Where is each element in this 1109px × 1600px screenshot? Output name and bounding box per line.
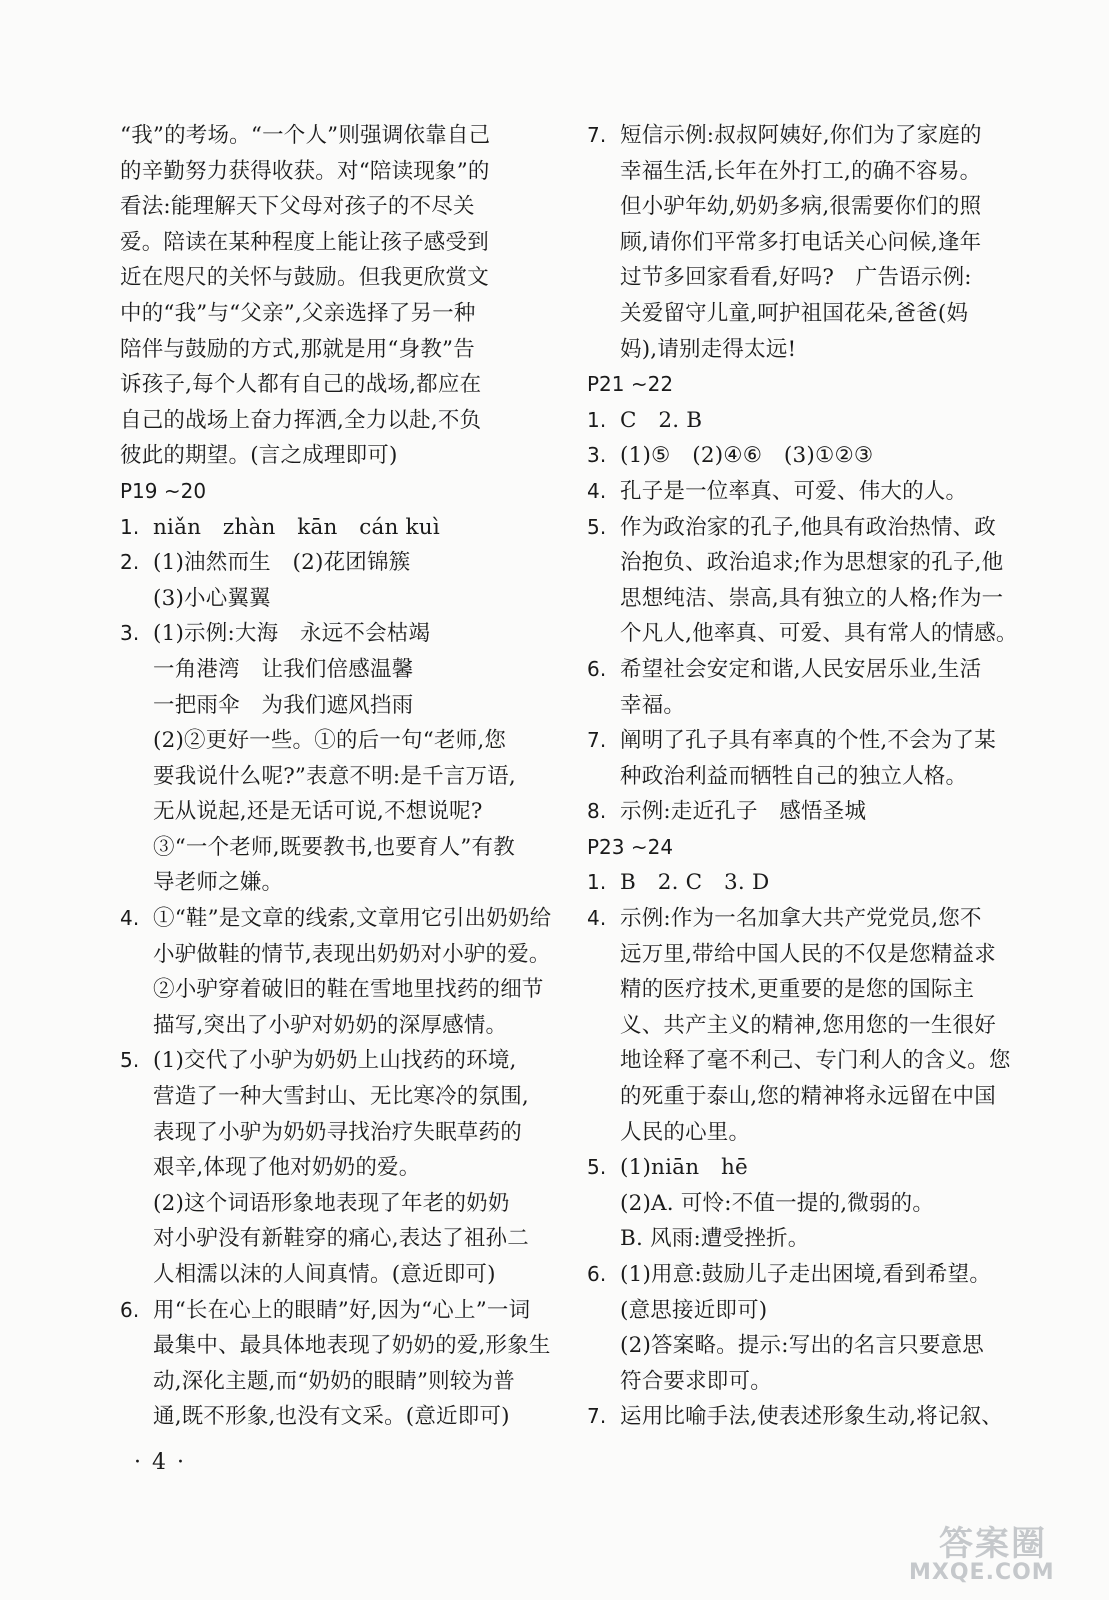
answer-line [587,1043,1027,1079]
answer-text: 的死重于泰山,您的精神将永远留在中国 [620,1084,996,1110]
answer-text: 导老师之嫌。 [153,870,284,896]
answer-line [120,901,560,937]
answer-text: 一角港湾 让我们倍感温馨 [153,656,414,682]
answer-text: 远万里,带给中国人民的不仅是您精益求 [620,941,996,967]
answer-text: (1)交代了小驴为奶奶上山找药的环境, [153,1048,517,1074]
answer-text: 表现了小驴为奶奶寻找治疗失眠草药的 [153,1119,522,1145]
answer-text: “我”的考场。“一个人”则强调依靠自己 [120,123,491,148]
answer-text: (2)A. 可怜:不值一提的,微弱的。 [620,1190,935,1216]
answer-text: 顾,请你们平常多打电话关心问候,逢年 [620,229,982,255]
question-number: 3. [587,443,607,468]
answer-line [120,225,560,261]
answer-text: 无从说起,还是无话可说,不想说呢? [153,799,483,825]
answer-text: 作为政治家的孔子,他具有政治热情、政 [620,514,996,540]
answer-line [587,154,1027,190]
answer-line [587,260,1027,296]
section-heading [587,367,1027,403]
answer-line [587,937,1027,973]
watermark-top-text: 答案圈 [939,1524,1047,1564]
answer-text: (1)⑤ (2)④⑥ (3)①②③ [620,443,874,469]
answer-line [587,759,1027,795]
answer-line [120,1328,560,1364]
answer-text: (3)小心翼翼 [153,585,271,611]
answer-line [120,652,560,688]
answer-text: 但小驴年幼,奶奶多病,很需要你们的照 [620,194,982,220]
answer-line [120,403,560,439]
answer-line [120,616,560,652]
section-heading [120,474,560,510]
question-number: 3. [120,621,140,646]
answer-line [587,1079,1027,1115]
answer-line [120,759,560,795]
answer-text: 用“长在心上的眼睛”好,因为“心上”一词 [153,1297,531,1323]
answer-text: 种政治利益而牺牲自己的独立人格。 [620,763,968,789]
question-number: 5. [587,1155,607,1180]
question-number: 5. [120,1048,140,1073]
answer-line [120,118,560,154]
answer-line [587,1399,1027,1435]
watermark-logo [909,1516,1099,1586]
question-number: 1. [120,514,140,539]
question-number: 8. [587,799,607,824]
answer-text: 描写,突出了小驴对奶奶的深厚感情。 [153,1012,508,1038]
answer-line [120,154,560,190]
answer-line [120,937,560,973]
answer-line [120,332,560,368]
section-heading [587,830,1027,866]
answer-text: 对小驴没有新鞋穿的痛心,表达了祖孙二 [153,1226,529,1252]
answer-line [587,1221,1027,1257]
answer-line [120,296,560,332]
answer-text: 陪伴与鼓励的方式,那就是用“身教”告 [120,336,475,362]
page-number: · 4 · [134,1450,186,1475]
answer-text: 思想纯洁、崇高,具有独立的人格;作为一 [620,585,1004,611]
question-number: 4. [587,478,607,503]
answer-line [587,794,1027,830]
answer-line [120,367,560,403]
answer-line [120,510,560,546]
answer-line [587,438,1027,474]
answer-line [587,403,1027,439]
answer-line [120,1257,560,1293]
section-heading-text: P21 ~22 [587,372,674,397]
answer-line [587,652,1027,688]
watermark-bottom-text: MXQE.COM [909,1560,1055,1585]
answer-text: 人相濡以沫的人间真情。(意近即可) [153,1262,496,1287]
answer-line [587,581,1027,617]
answer-text: 幸福。 [620,692,686,718]
answer-text: 爱。陪读在某种程度上能让孩子感受到 [120,229,489,255]
answer-text: 希望社会安定和谐,人民安居乐业,生活 [620,656,982,682]
answer-text: ③“一个老师,既要教书,也要育人”有教 [153,834,515,860]
answer-text: 动,深化主题,而“奶奶的眼睛”则较为普 [153,1368,515,1394]
answer-line [587,1257,1027,1293]
answer-line [587,225,1027,261]
answer-text: 一把雨伞 为我们遮风挡雨 [153,692,414,718]
answer-text: 关爱留守儿童,呵护祖国花朵,爸爸(妈 [620,300,969,326]
answer-line [587,1008,1027,1044]
answer-text: 通,既不形象,也没有文采。(意近即可) [153,1404,510,1430]
answer-line [587,1186,1027,1222]
answer-text: 阐明了孔子具有率真的个性,不会为了某 [620,728,996,754]
answer-text: (2)答案略。提示:写出的名言只要意思 [620,1333,985,1359]
question-number: 4. [587,906,607,931]
question-number: 7. [587,123,607,147]
answer-line [587,510,1027,546]
answer-line [120,189,560,225]
answer-text: 治抱负、政治追求;作为思想家的孔子,他 [620,550,1004,576]
answer-text: niǎn zhàn kān cán kuì [153,514,440,540]
answer-line [120,723,560,759]
answer-text: ①“鞋”是文章的线索,文章用它引出奶奶给 [153,906,552,932]
answer-line [587,688,1027,724]
answer-text: 个凡人,他率真、可爱、具有常人的情感。 [620,621,1018,647]
answer-line [587,545,1027,581]
answer-line [587,723,1027,759]
answer-text: (1)用意:鼓励儿子走出困境,看到希望。 [620,1262,992,1287]
answer-text: (1)示例:大海 永远不会枯竭 [153,621,431,647]
answer-text: 最集中、最具体地表现了奶奶的爱,形象生 [153,1333,551,1359]
right-column [587,118,1027,1435]
answer-text: (2)这个词语形象地表现了年老的奶奶 [153,1190,510,1216]
answer-line [587,1364,1027,1400]
answer-line [587,972,1027,1008]
answer-line [120,794,560,830]
answer-line [587,189,1027,225]
answer-line [120,972,560,1008]
question-number: 4. [120,906,140,931]
question-number: 1. [587,407,607,432]
answer-line [587,1115,1027,1151]
answer-line [120,1399,560,1435]
answer-line [120,830,560,866]
question-number: 6. [120,1297,140,1322]
question-number: 2. [120,550,140,575]
answer-line [587,616,1027,652]
answer-line [120,1364,560,1400]
answer-text: (意思接近即可) [620,1297,768,1323]
answer-text: 示例:走近孔子 感悟圣城 [620,799,867,825]
answer-line [120,1221,560,1257]
answer-line [587,1150,1027,1186]
answer-text: 的辛勤努力获得收获。对“陪读现象”的 [120,158,490,184]
answer-line [120,1043,560,1079]
left-column [120,118,560,1435]
answer-text: 地诠释了毫不利己、专门利人的含义。您 [620,1048,1011,1074]
answer-line [120,1008,560,1044]
answer-text: 义、共产主义的精神,您用您的一生很好 [620,1012,996,1038]
answer-text: B 2. C 3. D [620,870,770,896]
answer-text: 妈),请别走得太远! [620,336,797,362]
answer-line [120,688,560,724]
answer-text: 孔子是一位率真、可爱、伟大的人。 [620,478,968,504]
question-number: 1. [587,870,607,895]
answer-text: (2)②更好一些。①的后一句“老师,您 [153,728,507,754]
section-heading-text: P19 ~20 [120,478,207,503]
answer-text: 小驴做鞋的情节,表现出奶奶对小驴的爱。 [153,941,551,967]
answer-text: 运用比喻手法,使表述形象生动,将记叙、 [620,1404,1003,1430]
answer-text: C 2. B [620,407,703,433]
answer-line [120,260,560,296]
question-number: 6. [587,656,607,681]
answer-text: 彼此的期望。(言之成理即可) [120,443,398,469]
answer-text: 艰辛,体现了他对奶奶的爱。 [153,1155,421,1181]
question-number: 7. [587,728,607,753]
answer-line [120,1079,560,1115]
answer-text: 近在咫尺的关怀与鼓励。但我更欣赏文 [120,265,489,291]
question-number: 5. [587,514,607,539]
answer-line [120,1115,560,1151]
answer-text: B. 风雨:遭受挫折。 [620,1226,810,1252]
answer-text: 过节多回家看看,好吗? 广告语示例: [620,265,972,291]
section-heading-text: P23 ~24 [587,834,674,859]
answer-line [120,545,560,581]
answer-text: 要我说什么呢?”表意不明:是千言万语, [153,763,516,789]
answer-line [587,901,1027,937]
answer-text: 营造了一种大雪封山、无比寒冷的氛围, [153,1084,529,1110]
answer-line [587,118,1027,154]
answer-line [587,1293,1027,1329]
answer-text: 符合要求即可。 [620,1368,772,1394]
answer-text: 示例:作为一名加拿大共产党党员,您不 [620,906,982,932]
question-number: 6. [587,1262,607,1286]
answer-line [120,865,560,901]
answer-text: ②小驴穿着破旧的鞋在雪地里找药的细节 [153,977,544,1003]
answer-line [120,581,560,617]
answer-line [120,1293,560,1329]
answer-text: 短信示例:叔叔阿姨好,你们为了家庭的 [620,123,982,148]
answer-line [587,332,1027,368]
answer-line [587,296,1027,332]
answer-text: 幸福生活,长年在外打工,的确不容易。 [620,158,982,184]
answer-line [587,865,1027,901]
answer-text: 人民的心里。 [620,1119,751,1145]
answer-text: 自己的战场上奋力挥洒,全力以赴,不负 [120,407,482,433]
answer-text: (1)niān hē [620,1155,748,1181]
answer-line [120,1150,560,1186]
answer-line [587,1328,1027,1364]
answer-text: 诉孩子,每个人都有自己的战场,都应在 [120,372,482,398]
answer-line [120,1186,560,1222]
answer-text: 精的医疗技术,更重要的是您的国际主 [620,977,975,1003]
answer-line [587,474,1027,510]
answer-text: 看法:能理解天下父母对孩子的不尽关 [120,194,475,220]
answer-text: 中的“我”与“父亲”,父亲选择了另一种 [120,300,476,326]
answer-text: (1)油然而生 (2)花团锦簇 [153,550,411,576]
question-number: 7. [587,1404,607,1429]
answer-line [120,438,560,474]
